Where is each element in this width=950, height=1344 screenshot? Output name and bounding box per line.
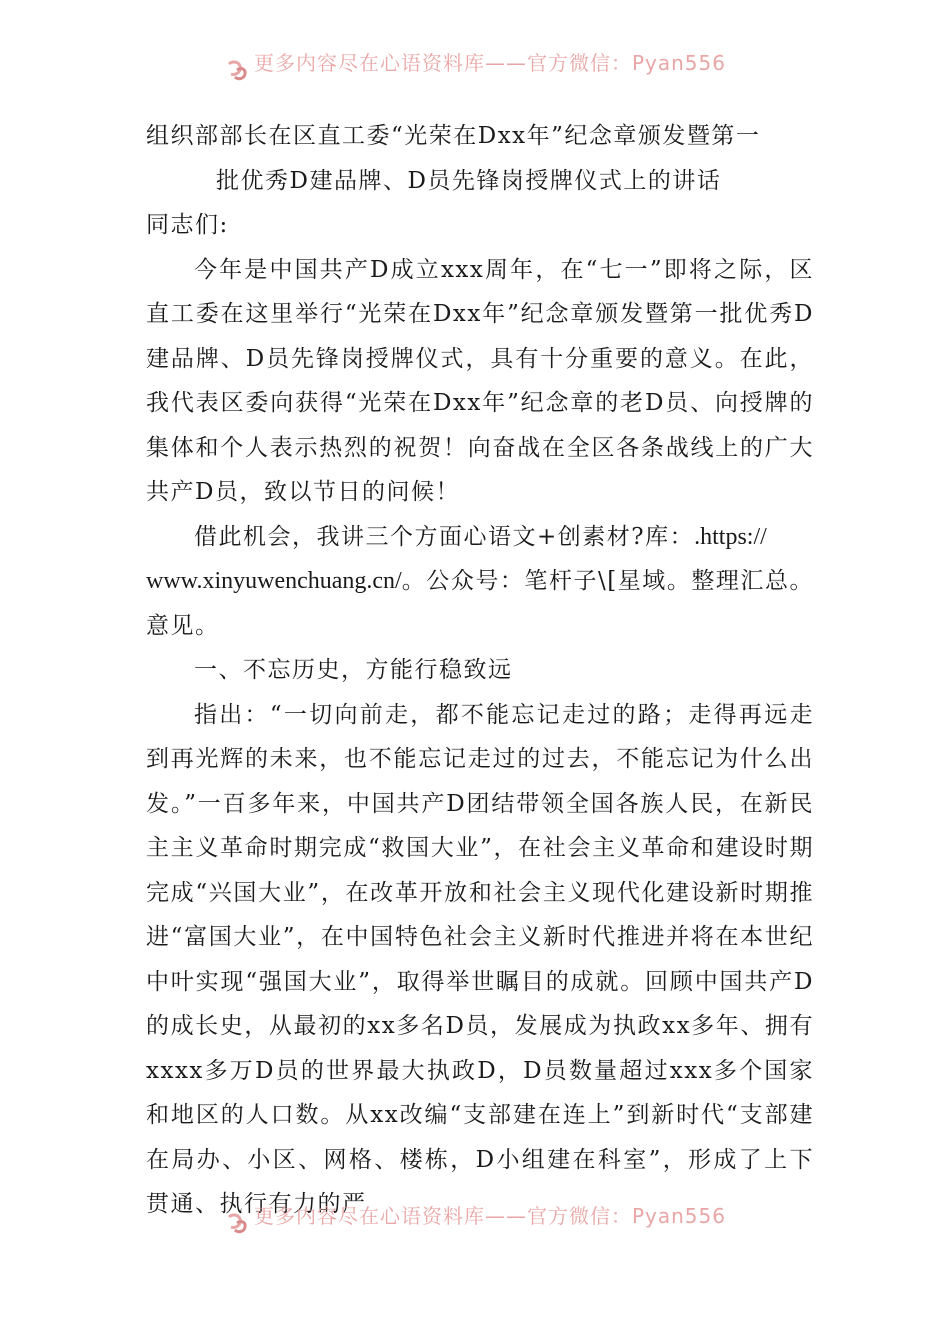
url-part-1: .https://	[694, 523, 767, 550]
outline-text: 借此机会，我讲三个方面心语文+创素材?库：	[194, 523, 695, 550]
watermark-header	[0, 50, 950, 90]
paragraph-history: 指出：“一切向前走，都不能忘记走过的路；走得再远走到再光辉的未来，也不能忘记走过的过去，不能忘记为什么出发。”一百多年来，中国共产D团结带领全国各族人民，在新民主主义革命时期完成“救国大业”，在社会主义革命和建设时期完成“兴国大业”，在改革开放和社会主义现代化建设新时期推进“富国大业”，在中国特色社会主义新时代推进并将在本世纪中叶实现“强国大业”，取得举世瞩目的成就。回顾中国共产D的成长史，从最初的xx多名D员，发展成为执政xx多年、拥有xxxx多万D员的世界最大执政D，D员数量超过xxx多个国家和地区的人口数。从xx改编“支部建在连上”到新时代“支部建在局办、小区、网格、楼栋，D小组建在科室”，形成了上下贯通、执行有力的严	[146, 701, 814, 1217]
paragraph-outline	[146, 515, 814, 649]
paragraph-intro: 今年是中国共产D成立xxx周年，在“七一”即将之际，区直工委在这里举行“光荣在Dxx年”纪念章颁发暨第一批优秀D建品牌、D员先锋岗授牌仪式，具有十分重要的意义。在此，我代表区委向获得“光荣在Dxx年”纪念章的老D员、向授牌的集体和个人表示热烈的祝贺！向奋战在全区各条战线上的广大共产D员，致以节日的问候！	[146, 256, 814, 505]
page-title	[146, 114, 814, 203]
watermark-logo-icon	[224, 57, 250, 83]
watermark-logo-icon	[224, 1210, 250, 1236]
title-line-2: 批优秀D建品牌、D员先锋岗授牌仪式上的讲话	[216, 167, 722, 194]
outline-tail: 。公众号：笔杆子\[星域。整理汇总。意见。	[146, 568, 814, 639]
watermark-text: 更多内容尽在心语资料库——官方微信：Pyan556	[253, 50, 726, 75]
watermark-footer	[0, 1203, 950, 1243]
watermark-text: 更多内容尽在心语资料库——官方微信：Pyan556	[253, 1203, 726, 1228]
url-part-2: www.xinyuwenchuang.cn/	[146, 568, 402, 594]
section-heading-1: 一、不忘历史，方能行稳致远	[194, 657, 513, 683]
document-body	[146, 114, 814, 1227]
salutation: 同志们:	[146, 212, 229, 238]
title-line-1: 组织部部长在区直工委“光荣在Dxx年”纪念章颁发暨第一	[146, 123, 761, 149]
